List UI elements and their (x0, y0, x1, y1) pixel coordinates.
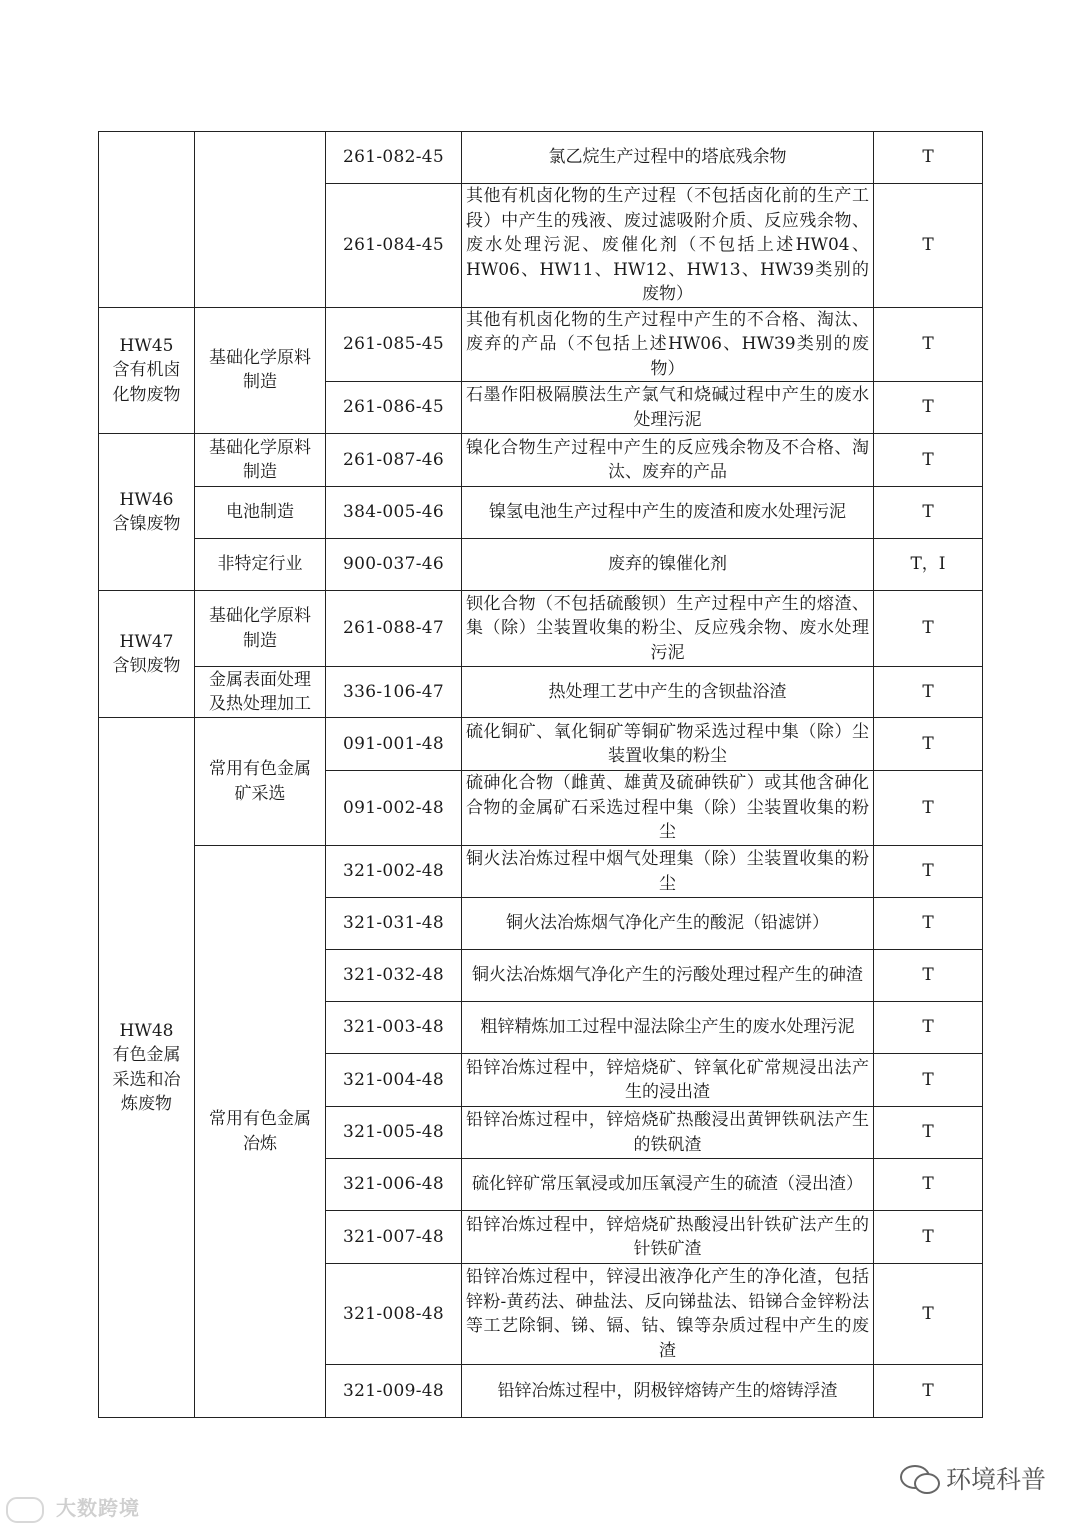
watermark-left (6, 1492, 140, 1523)
waste-code: 321-003-48 (326, 1002, 462, 1054)
hazard-property: T (874, 132, 983, 184)
hazard-property: T (874, 1211, 983, 1264)
waste-category: HW45 含有机卤 化物废物 (99, 307, 195, 434)
waste-description: 铜火法冶炼过程中烟气处理集（除）尘装置收集的粉尘 (462, 846, 874, 898)
waste-description: 铅锌冶炼过程中，锌焙烧矿热酸浸出针铁矿法产生的针铁矿渣 (462, 1211, 874, 1264)
industry-source: 金属表面处理 及热处理加工 (195, 667, 326, 718)
waste-description: 氯乙烷生产过程中的塔底残余物 (462, 132, 874, 184)
hazard-property: T，I (874, 539, 983, 591)
waste-description: 石墨作阳极隔膜法生产氯气和烧碱过程中产生的废水处理污泥 (462, 382, 874, 434)
waste-description: 铅锌冶炼过程中，锌浸出液净化产生的净化渣，包括锌粉-黄药法、砷盐法、反向锑盐法、铅锑合金锌粉法等工艺除铜、锑、镉、钴、镍等杂质过程中产生的废渣 (462, 1264, 874, 1365)
waste-description: 镍化合物生产过程中产生的反应残余物及不合格、淘汰、废弃的产品 (462, 434, 874, 487)
waste-description: 废弃的镍催化剂 (462, 539, 874, 591)
waste-code: 261-085-45 (326, 307, 462, 382)
table-row (99, 667, 983, 718)
waste-table (98, 131, 983, 1418)
waste-description: 热处理工艺中产生的含钡盐浴渣 (462, 667, 874, 718)
industry-source: 基础化学原料 制造 (195, 434, 326, 487)
industry-source: 基础化学原料 制造 (195, 307, 326, 434)
waste-code: 321-009-48 (326, 1365, 462, 1418)
industry-cell-empty (195, 132, 326, 308)
account-name: 环境科普 (945, 1465, 1046, 1494)
waste-code: 321-004-48 (326, 1054, 462, 1107)
hazard-property: T (874, 718, 983, 771)
industry-source: 非特定行业 (195, 539, 326, 591)
hazard-property: T (874, 667, 983, 718)
table-row (99, 434, 983, 487)
hazard-property: T (874, 382, 983, 434)
waste-description: 镍氢电池生产过程中产生的废渣和废水处理污泥 (462, 487, 874, 539)
waste-description: 铅锌冶炼过程中，锌焙烧矿、锌氧化矿常规浸出法产生的浸出渣 (462, 1054, 874, 1107)
waste-description: 钡化合物（不包括硫酸钡）生产过程中产生的熔渣、集（除）尘装置收集的粉尘、反应残余物、废水处理污泥 (462, 591, 874, 667)
hazard-property: T (874, 898, 983, 950)
hazard-property: T (874, 771, 983, 846)
hazard-property: T (874, 1365, 983, 1418)
table-row (99, 307, 983, 382)
account-watermark (900, 1460, 1046, 1496)
hazard-property: T (874, 184, 983, 308)
waste-code: 336-106-47 (326, 667, 462, 718)
industry-source: 基础化学原料 制造 (195, 591, 326, 667)
table-row (99, 846, 983, 898)
hazard-property: T (874, 846, 983, 898)
waste-code: 321-008-48 (326, 1264, 462, 1365)
waste-code: 261-084-45 (326, 184, 462, 308)
hazard-property: T (874, 950, 983, 1002)
waste-code: 321-031-48 (326, 898, 462, 950)
waste-description: 硫砷化合物（雌黄、雄黄及硫砷铁矿）或其他含砷化合物的金属矿石采选过程中集（除）尘装置收集的粉尘 (462, 771, 874, 846)
waste-description: 铅锌冶炼过程中，锌焙烧矿热酸浸出黄钾铁矾法产生的铁矾渣 (462, 1107, 874, 1159)
waste-description: 粗锌精炼加工过程中湿法除尘产生的废水处理污泥 (462, 1002, 874, 1054)
table-row (99, 487, 983, 539)
watermark-text: 大数跨境 (55, 1496, 140, 1520)
waste-description: 硫化铜矿、氧化铜矿等铜矿物采选过程中集（除）尘装置收集的粉尘 (462, 718, 874, 771)
waste-code: 091-001-48 (326, 718, 462, 771)
waste-code: 900-037-46 (326, 539, 462, 591)
waste-description: 铅锌冶炼过程中，阴极锌熔铸产生的熔铸浮渣 (462, 1365, 874, 1418)
hazard-property: T (874, 1054, 983, 1107)
waste-category: HW47 含钡废物 (99, 591, 195, 718)
waste-code: 384-005-46 (326, 487, 462, 539)
table-row (99, 132, 983, 184)
waste-code: 261-088-47 (326, 591, 462, 667)
waste-description: 其他有机卤化物的生产过程（不包括卤化前的生产工段）中产生的残液、废过滤吸附介质、反应残余物、废水处理污泥、废催化剂（不包括上述HW04、HW06、HW11、HW12、HW13、HW39类别的废物） (462, 184, 874, 308)
waste-code: 321-006-48 (326, 1159, 462, 1211)
hazard-property: T (874, 487, 983, 539)
wechat-icon (900, 1463, 940, 1493)
waste-code: 321-007-48 (326, 1211, 462, 1264)
hazard-property: T (874, 1002, 983, 1054)
waste-code: 261-086-45 (326, 382, 462, 434)
waste-description: 铜火法冶炼烟气净化产生的污酸处理过程产生的砷渣 (462, 950, 874, 1002)
waste-code: 321-005-48 (326, 1107, 462, 1159)
waste-description: 铜火法冶炼烟气净化产生的酸泥（铅滤饼） (462, 898, 874, 950)
hazard-property: T (874, 1159, 983, 1211)
waste-category: HW48 有色金属 采选和冶 炼废物 (99, 718, 195, 1418)
waste-code: 261-082-45 (326, 132, 462, 184)
waste-code: 321-032-48 (326, 950, 462, 1002)
waste-description: 其他有机卤化物的生产过程中产生的不合格、淘汰、废弃的产品（不包括上述HW06、HW39类别的废物） (462, 307, 874, 382)
waste-code: 261-087-46 (326, 434, 462, 487)
industry-source: 常用有色金属 冶炼 (195, 846, 326, 1418)
waste-description: 硫化锌矿常压氧浸或加压氧浸产生的硫渣（浸出渣） (462, 1159, 874, 1211)
table-row (99, 591, 983, 667)
hazard-property: T (874, 591, 983, 667)
category-cell-empty (99, 132, 195, 308)
hazard-property: T (874, 434, 983, 487)
waste-code: 321-002-48 (326, 846, 462, 898)
hazard-property: T (874, 1264, 983, 1365)
waste-code: 091-002-48 (326, 771, 462, 846)
table-row (99, 718, 983, 771)
industry-source: 常用有色金属 矿采选 (195, 718, 326, 846)
waste-category: HW46 含镍废物 (99, 434, 195, 591)
brand-logo-icon (6, 1497, 44, 1523)
hazard-property: T (874, 307, 983, 382)
hazard-property: T (874, 1107, 983, 1159)
industry-source: 电池制造 (195, 487, 326, 539)
table-row (99, 539, 983, 591)
